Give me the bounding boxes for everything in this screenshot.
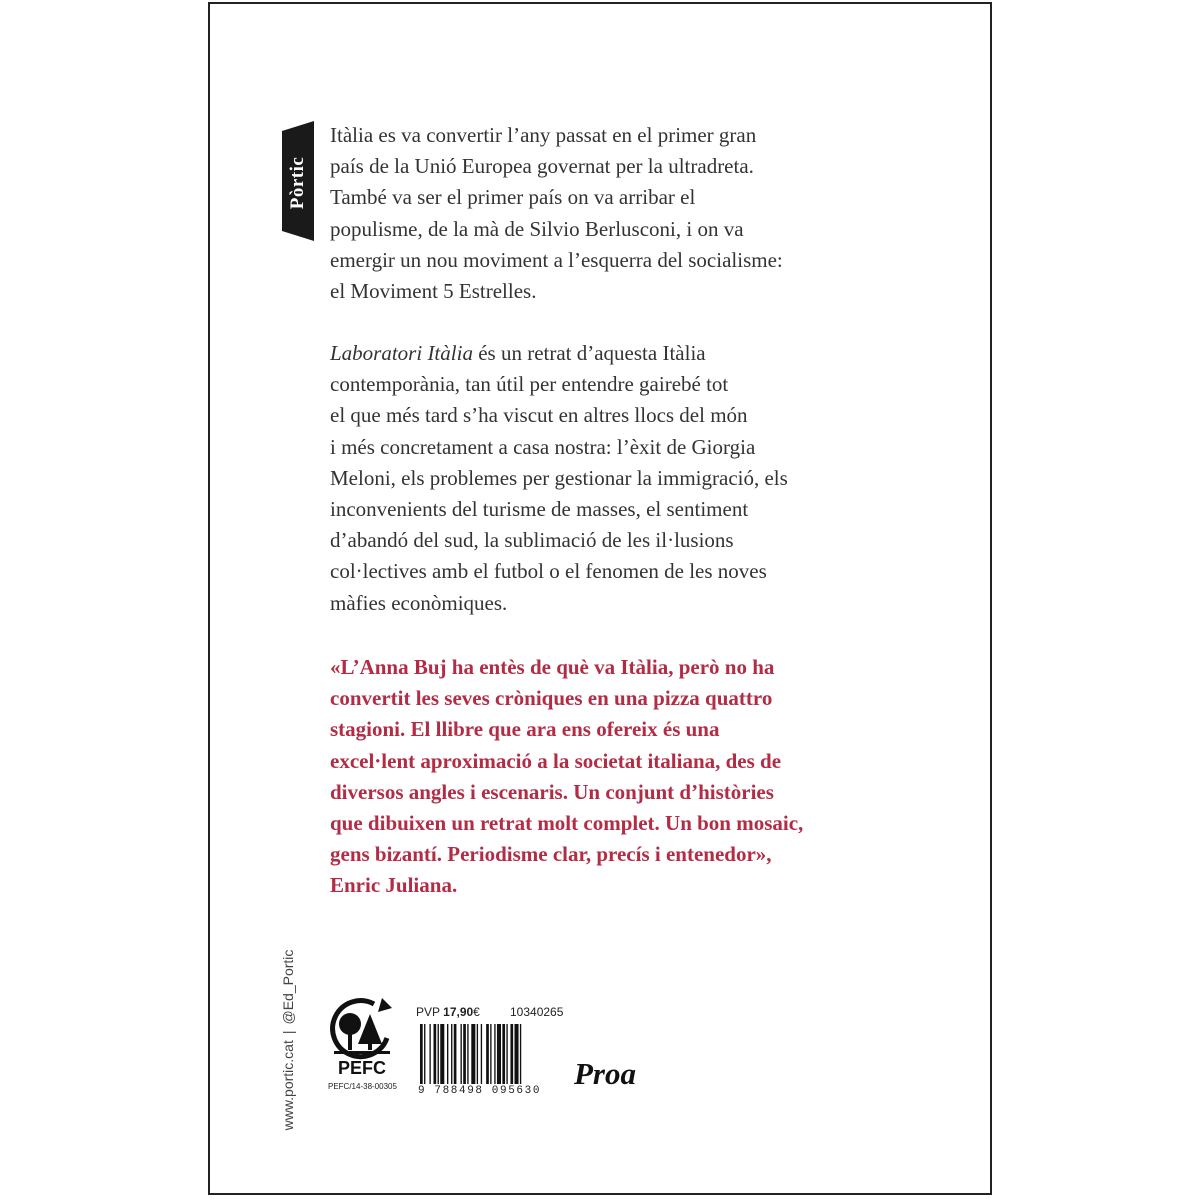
- quote-line: Enric Juliana.: [330, 873, 458, 898]
- synopsis-paragraph-2: [330, 338, 890, 619]
- text-line: el Moviment 5 Estrelles.: [330, 279, 537, 304]
- imprint-tab: [282, 121, 314, 241]
- pefc-code: PEFC/14-38-00305: [328, 1082, 397, 1091]
- review-quote: [330, 652, 890, 902]
- text-line: i més concretament a casa nostra: l’èxit de Giorgia: [330, 434, 756, 459]
- text-line: També va ser el primer país on va arribar el: [330, 185, 696, 210]
- book-title: Laboratori Itàlia: [330, 341, 473, 365]
- text-line: emergir un nou moviment a l’esquerra del socialisme:: [330, 247, 783, 272]
- quote-line: diversos angles i escenaris. Un conjunt d’històries: [330, 779, 774, 804]
- social-handle[interactable]: @Ed_Portic: [280, 949, 296, 1025]
- website-link[interactable]: www.portic.cat: [280, 1040, 296, 1131]
- price-prefix: PVP: [416, 1005, 440, 1019]
- price-currency: €: [473, 1005, 480, 1019]
- text-line: contemporània, tan útil per entendre gairebé tot: [330, 372, 729, 397]
- quote-line: convertit les seves cròniques en una pizza quattro: [330, 686, 773, 711]
- pefc-logo-text: PEFC: [337, 1058, 387, 1078]
- text-line: Itàlia es va convertir l’any passat en el primer gran: [330, 123, 757, 147]
- text-line: d’abandó del sud, la sublimació de les il·lusions: [330, 528, 734, 553]
- text-line: màfies econòmiques.: [330, 590, 508, 615]
- text-line: col·lectives amb el futbol o el fenomen de les noves: [330, 559, 767, 584]
- publisher-contact: [280, 950, 296, 1131]
- text-line: Meloni, els problemes per gestionar la immigració, els: [330, 465, 788, 490]
- quote-line: excel·lent aproximació a la societat italiana, des de: [330, 748, 782, 773]
- price-label: [416, 1005, 480, 1019]
- pefc-logo-icon: [326, 994, 398, 1078]
- quote-line: que dibuixen un retrat molt complet. Un bon mosaic,: [330, 811, 804, 836]
- text-line: país de la Unió Europea governat per la ultradreta.: [330, 154, 754, 179]
- text-line-first: [330, 338, 890, 369]
- isbn-number: 9 788498 095630: [418, 1085, 542, 1097]
- quote-line: stagioni. El llibre que ara ens ofereix és una: [330, 717, 720, 742]
- text-line: el que més tard s’ha viscut en altres llocs del món: [330, 403, 748, 428]
- book-back-cover: [208, 2, 992, 1195]
- quote-line: «L’Anna Buj ha entès de què va Itàlia, però no ha: [330, 655, 775, 679]
- product-code: 10340265: [510, 1005, 564, 1019]
- synopsis-paragraph-1: [330, 120, 890, 307]
- text-line-rest: és un retrat d’aquesta Itàlia: [472, 341, 706, 365]
- imprint-tab-label: Pòrtic: [287, 156, 308, 210]
- publisher-logo: Proa: [574, 1056, 636, 1091]
- text-line: populisme, de la mà de Silvio Berlusconi, i on va: [330, 216, 744, 241]
- separator: |: [280, 1030, 296, 1035]
- price-amount: 17,90: [443, 1005, 474, 1019]
- barcode-icon: [418, 1024, 558, 1084]
- text-line: inconvenients del turisme de masses, el sentiment: [330, 497, 749, 522]
- quote-line: gens bizantí. Periodisme clar, precís i entenedor»,: [330, 842, 772, 867]
